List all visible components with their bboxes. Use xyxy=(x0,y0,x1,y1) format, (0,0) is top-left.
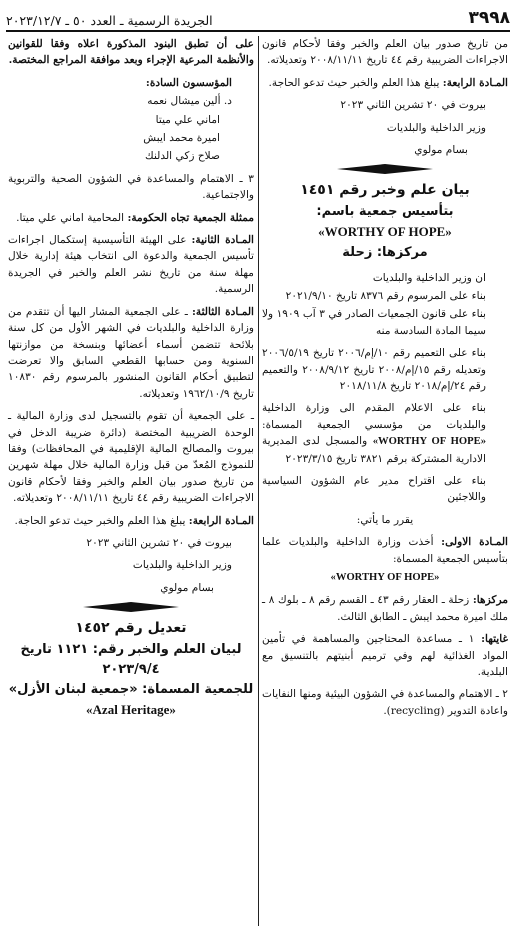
notice-title: بيان علم وخبر رقم ١٤٥١ xyxy=(300,182,470,199)
goals: غايتها: ١ ـ مساعدة المحتاجين والمساهمة في تأمين المواد الغذائية لهم وفي ترميم أبنيتهم بالتنسيق مع البلدية. xyxy=(262,633,509,679)
paragraph: بناء على التعميم رقم ١٠/إم/٢٠٠٦ تاريخ ٢٠٠٦/٥/١٩ وتعديله رقم ١٥/إم/٢٠٠٨ تاريخ ٢٠٠٨/٩/١٢ والتعميم رقم ٢٤/إم/٢٠١٨ تاريخ ٢٠١٨/١١/٨ xyxy=(262,347,486,392)
association-name: «WORTHY OF HOPE» xyxy=(330,572,440,584)
goal-item: ٣ ـ الاهتمام والمساعدة في الشؤون الصحية والتربوية والاجتماعية. xyxy=(8,172,254,202)
paragraph: بناء على المرسوم رقم ٨٣٧٦ تاريخ ٢٠٢١/٩/١٠ xyxy=(285,289,486,302)
article-1: المـادة الاولى: أخذت وزارة الداخلية والبلديات علما بتأسيس الجمعية المسماة: xyxy=(262,536,508,565)
article-4: المـادة الرابعة: يبلغ هذا العلم والخبر حيث تدعو الحاجة. xyxy=(14,514,254,527)
section-divider xyxy=(262,164,508,174)
minister-name: بسام مولوي xyxy=(414,144,468,157)
minister-title: وزير الداخلية والبلديات xyxy=(132,559,232,572)
right-column xyxy=(262,36,508,725)
article-3: المـادة الثالثة: ـ على الجمعية المشار اليها أن تتقدم من وزارة الداخلية والبلديات في الشهر الأول من كل سنة بلائحة تتضمن أسماء أعضائها وبنسخة من موازنتها السنوية ومن حسابها القطعي السابق والا تعرضت لتطبيق أحكام القانون المنشور بالمرسوم رقم ١٠٨٣٠ تاريخ ١٩٦٢/١٠/٩ وتعديلاته. xyxy=(8,305,254,400)
header-title: الجريدة الرسمية ـ العدد ٥٠ ـ ٢٠٢٣/١٢/٧ xyxy=(6,13,213,28)
founder-name: اميرة محمد ايبش xyxy=(143,132,220,145)
date-line: بيروت في ٢٠ تشرين الثاني ٢٠٢٣ xyxy=(86,536,232,549)
paragraph: بناء على الاعلام المقدم الى وزارة الداخلية والبلديات من مؤسسي الجمعية المسماة: «WORTHY OF HOPE» والمسجل لدى المديرية الادارية المشتركة برقم ٣٨٢١ تاريخ ٢٠٢٣/٣/١٥ xyxy=(262,402,486,465)
founders-label: المؤسسون السادة: xyxy=(145,76,232,89)
paragraph: من تاريخ صدور بيان العلم والخبر وفقا لأحكام قانون الاجراءات الضريبية رقم ٤٤ تاريخ ٢٠٠٨/١١/١١ وتعديلاته. xyxy=(262,38,508,67)
decision-line: يقرر ما يأتي: xyxy=(356,513,414,526)
notice-line: لبيان العلم والخبر رقم: ١١٢١ تاريخ ٢٠٢٣/٩/٤ xyxy=(20,641,242,678)
article-text: يبلغ هذا العلم والخبر حيث تدعو الحاجة. xyxy=(268,76,443,89)
notice-subtitle: بتأسيس جمعية باسم: xyxy=(316,204,454,220)
representative: ممثلة الجمعية تجاه الحكومة: المحامية اماني علي ميتا. xyxy=(16,211,254,224)
founder-name: د. ألين ميشال نعمه xyxy=(147,95,232,108)
founder-name: صلاح زكي الدلنك xyxy=(145,150,220,163)
founder-name: اماني علي ميتا xyxy=(155,113,220,126)
column-divider xyxy=(258,36,259,926)
paragraph: بناء على قانون الجمعيات الصادر في ٣ آب ١٩٠٩ ولا سيما المادة السادسة منه xyxy=(262,308,487,337)
minister-title: وزير الداخلية والبلديات xyxy=(386,121,486,134)
location: مركزها: زحلة ـ العقار رقم ٤٣ ـ القسم رقم ٨ ـ بلوك ٨ ـ ملك اميرة محمد ايبش ـ الطابق الثالث. xyxy=(262,594,508,623)
article-label: المـادة الرابعة: xyxy=(442,76,508,89)
paragraph: بناء على اقتراح مدير عام الشؤون السياسية واللاجئين xyxy=(262,475,486,504)
paragraph: ان وزير الداخلية والبلديات xyxy=(372,271,486,284)
headquarters: مركزها: زحلة xyxy=(342,245,428,261)
association-name: «Azal Heritage» xyxy=(86,702,176,718)
paragraph: ـ على الجمعية أن تقوم بالتسجيل لدى وزارة المالية ـ الوحدة الضريبية المختصة (دائرة ضريبة الدخل في بيروت والمصالح المالية الإقليمية في المحافظات) وفقا للنموذج المُعدّ من قبل وزارة المالية خلال مهلة شهرين من تاريخ صدور بيان العلم والخبر وفقا لأحكام قانون الاجراءات الضريبية رقم ٤٤ تاريخ ٢٠٠٨/١١/١١ وتعديلاته. xyxy=(8,410,254,505)
paragraph: على أن تطبق البنود المذكورة اعلاه وفقا للقوانين والأنظمة المرعية الإجراء وبعد موافقة المراجع المختصة. xyxy=(8,38,254,67)
goal-item: ٢ ـ الاهتمام والمساعدة في الشؤون البيئية ومنها النفايات واعادة التدوير (recycling). xyxy=(262,688,508,717)
article-4 xyxy=(262,75,508,91)
page-header xyxy=(6,6,510,28)
section-divider xyxy=(8,602,254,612)
notice-line: للجمعية المسماة: «جمعية لبنان الأزل» xyxy=(8,682,254,698)
minister-name: بسام مولوي xyxy=(160,581,214,594)
date-line: بيروت في ٢٠ تشرين الثاني ٢٠٢٣ xyxy=(340,99,486,112)
article-2: المـادة الثانية: على الهيئة التأسيسية إستكمال اجراءات تأسيس الجمعية والدعوة الى انتخاب هيئة إدارية خلال مهلة سنة من تاريخ نشر العلم والخبر في الجريدة الرسمية. xyxy=(8,234,254,296)
page-number: ٣٩٩٨ xyxy=(468,8,510,28)
association-name: «WORTHY OF HOPE» xyxy=(318,224,452,240)
header-rule xyxy=(6,30,510,32)
left-column xyxy=(8,36,254,721)
notice-title: تعديل رقم ١٤٥٢ xyxy=(75,620,187,637)
